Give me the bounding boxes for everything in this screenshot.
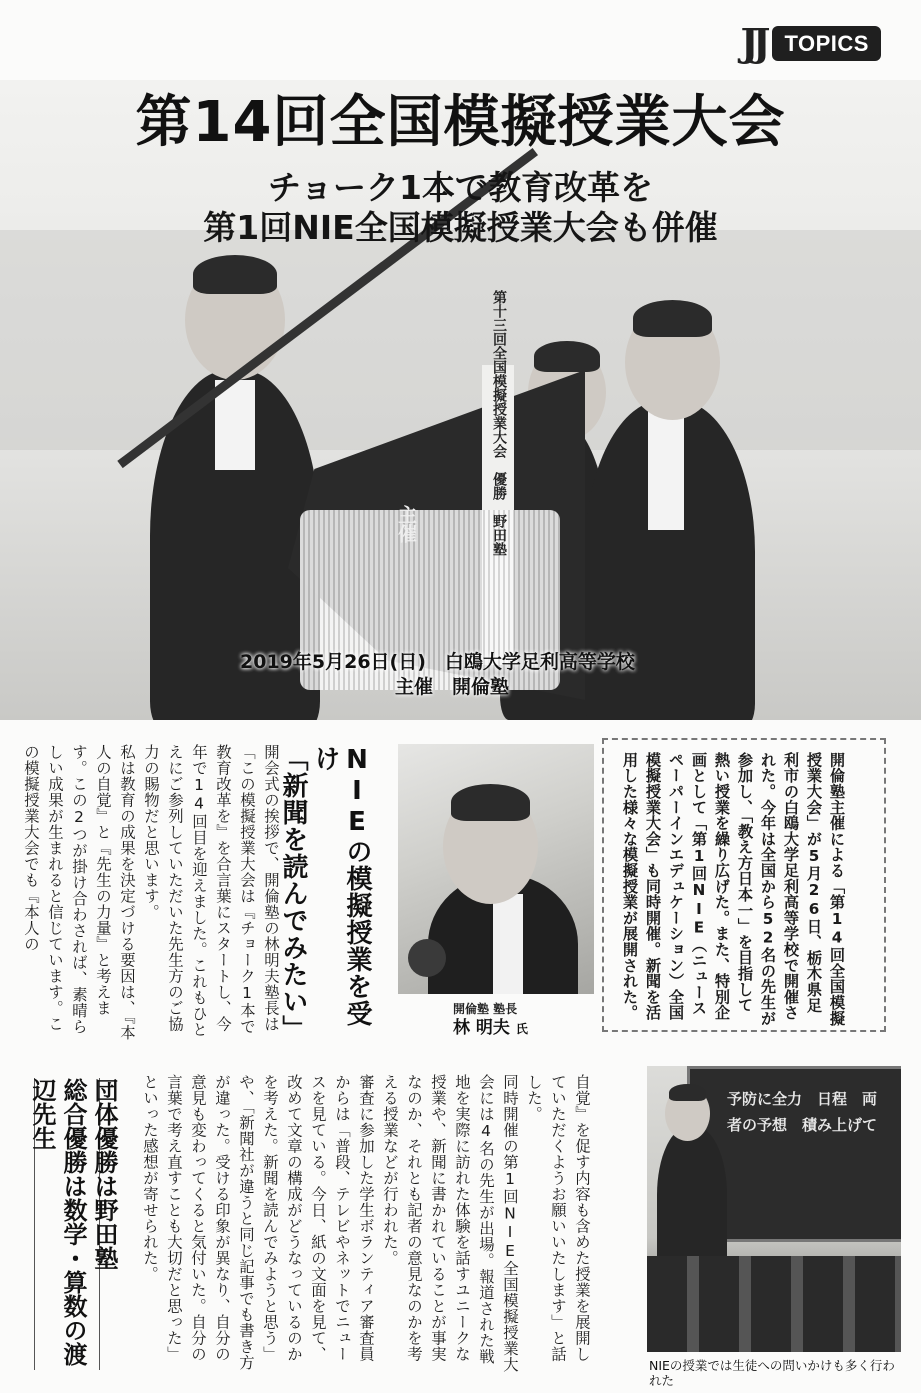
topics-label: TOPICS — [772, 26, 881, 61]
teacher-silhouette — [657, 1126, 727, 1276]
jj-logo: JJ — [740, 20, 765, 65]
article-paragraph: 自覚』を促す内容も含めた授業を展開していただくようお願いいたします」と話した。 — [525, 1074, 591, 1362]
section-badge — [740, 20, 881, 65]
flag-text: 主催 — [395, 505, 417, 543]
portrait-name-text: 林 明夫 — [453, 1018, 510, 1038]
man-left-head — [185, 260, 285, 380]
page-title: 第14回全国模擬授業大会 — [135, 90, 786, 155]
article-paragraph: 同時開催の第1回NIE全国模擬授業大会には4名の先生が出場。報道された戦地を実際に訪れた体験を話すユニークな授業や、新聞に書かれていることが事実なのか、それとも記者の意見なのかを考える授業などが行われた。 — [381, 1074, 519, 1373]
article-paragraph: 開会式の挨拶で、開倫塾の林明夫塾長は「この模擬授業大会は『チョーク1本で教育改革を』を合言葉にスタートし、今年で14回目を迎えました。これもひとえにご参列していただいた先生方のご協力の賜物だと思います。 — [142, 744, 280, 1038]
teacher-head — [665, 1086, 710, 1141]
article-paragraph: 審査に参加した学生ボランティア審査員からは「普段、テレビやネットでニュースを見ている。今日、紙の文面を見て、改めて文章の構成がどうなっているのかを考えた。新聞を読んでみようと思う」や、「新聞社が違うと同じ記事でも書き方が違った。受ける印象が異なり、自分の意見も変わってくると気付いた。自分の言葉で考え直すことも大切だと思った」といった感想が寄せられた。 — [141, 1074, 375, 1371]
principal-head — [443, 789, 538, 904]
portrait-role: 開倫塾 塾長 — [453, 1002, 518, 1016]
winners-heading-line-1: 団体優勝は野田塾 — [90, 1078, 118, 1270]
article-paragraph: 私は教育の成果を決定づける要因は、『本人の自覚』と『先生の力量』と考えます。この2つが掛け合わされば、素晴らしい成果が生まれると信じています。この模擬授業大会でも『本人の — [22, 744, 136, 1041]
event-organizer: 主催 開倫塾 — [395, 676, 510, 698]
article-lower — [138, 1074, 594, 1374]
man-right-head — [625, 305, 720, 420]
portrait-photo — [398, 744, 594, 994]
subtitle-line-2: 第1回NIE全国模擬授業大会も併催 — [203, 208, 718, 247]
microphone-icon — [408, 939, 446, 977]
classroom-photo-caption: NIEの授業では生徒への問いかけも多く行われた — [649, 1358, 895, 1388]
winners-heading-line-2: 総合優勝は数学・算数の渡辺先生 — [28, 1078, 87, 1366]
portrait-honorific: 氏 — [515, 1022, 528, 1036]
blackboard-text: 予防に全力 日程 両者の予想 積み上げて — [727, 1090, 878, 1134]
banner-text: 第十三回全国模擬授業大会 優勝 野田塾 — [491, 290, 507, 556]
article-upper — [19, 744, 283, 1044]
classroom-photo — [647, 1066, 901, 1352]
portrait-name — [453, 1020, 528, 1037]
nie-heading-text — [277, 745, 373, 1042]
winners-heading — [26, 1078, 119, 1368]
nie-heading-line-2: 「新聞を読んでみたい」 — [278, 745, 308, 1042]
nie-heading — [278, 745, 379, 1042]
event-date-venue: 2019年5月26日(日) 白鴎大学足利高等学校 — [240, 651, 635, 673]
nie-heading-line-1: NIEの模擬授業を受け — [310, 745, 372, 1027]
lead-text: 開倫塾主催による「第14回全国模擬授業大会」が5月26日、栃木県足利市の白鴎大学足利高等学校で開催された。今年は全国から52名の先生が参加し、「教え方日本一」を目指して熱い授業を繰り広げた。また、特別企画として「第1回NIE（ニュースペーパーインエデュケーション）全国模擬授業大会」も同時開催。新聞を活用した様々な模擬授業が展開された。 — [621, 752, 846, 1027]
students-silhouettes — [647, 1256, 901, 1352]
subtitle-line-1: チョーク1本で教育改革を — [268, 168, 653, 207]
